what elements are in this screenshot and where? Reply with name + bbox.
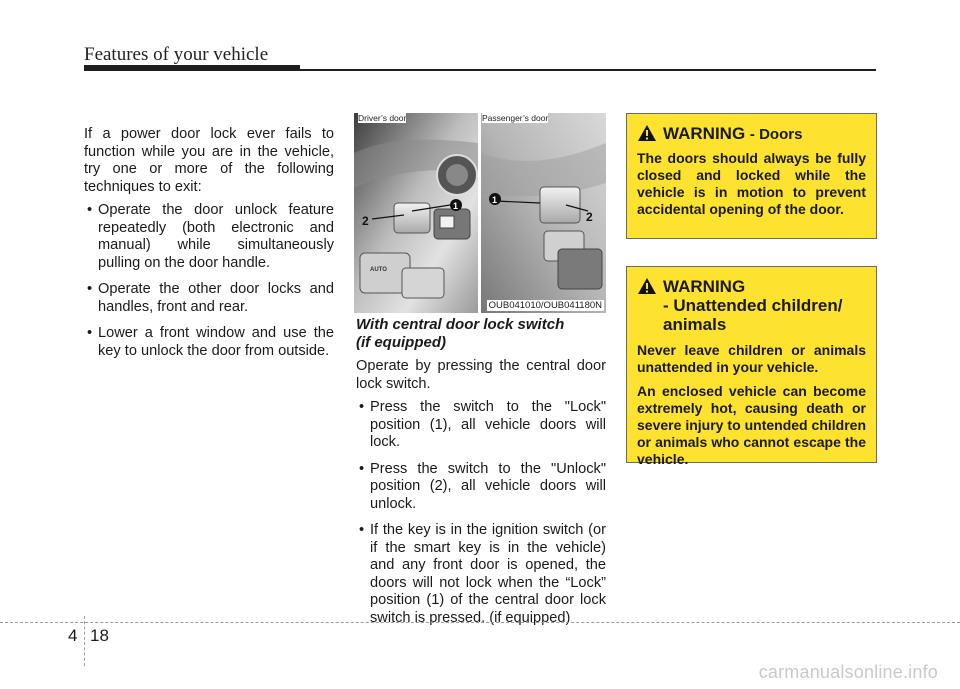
callout-label: 2 [586, 210, 593, 224]
passenger-lock-switch [540, 187, 580, 223]
column-left [84, 126, 334, 369]
warning-body: The doors should always be fully closed and locked while the vehicle is in motion to prevent accidental opening of the door. [637, 150, 866, 217]
door-switch-figure [354, 113, 606, 313]
central-lock-list [356, 399, 606, 627]
figure-image-id: OUB041010/OUB041180N [488, 300, 602, 311]
warning-header [637, 124, 866, 144]
auto-label: AUTO [370, 267, 387, 273]
list-item: • Press the switch to the "Lock" position (1), all vehicle doors will lock. [356, 399, 606, 452]
figure-caption-passengers-door: Passenger’s door [482, 113, 549, 123]
warning-body: An enclosed vehicle can become extremely hot, causing death or severe injury to untended children or animals who cannot escape the vehicle. [637, 383, 866, 467]
callout-label: 1 [453, 201, 459, 211]
exit-steps-list [84, 202, 334, 360]
header-rule-thin [300, 69, 876, 71]
subheading-line: With central door lock switch [356, 316, 565, 333]
warning-subtitle: - Doors [749, 126, 803, 143]
central-lock-switch [394, 203, 430, 233]
callout-label: 2 [362, 214, 369, 228]
footer-rule [0, 622, 960, 623]
window-switch-rear [402, 268, 444, 298]
subheading-line: (if equipped) [356, 334, 446, 351]
figure-caption-drivers-door: Driver’s door [358, 113, 407, 123]
list-item: • Operate the door unlock feature repeatedly (both electronic and manual) while simultaneously pulling on the door handle. [84, 202, 334, 272]
callout-label: 1 [492, 195, 498, 205]
watermark: carmanualsonline.info [758, 662, 938, 682]
warning-box-doors [626, 113, 877, 239]
list-item: • If the key is in the ignition switch (or if the smart key is in the vehicle) and any front door is opened, the doors will not lock when the “Lock” position (1) of the central door lock switch is pressed. (if equipped) [356, 522, 606, 627]
footer-separator [84, 616, 85, 666]
warning-body: Never leave children or animals unattended in your vehicle. [637, 342, 866, 375]
list-item: • Operate the other door locks and handles, front and rear. [84, 281, 334, 316]
section-subheading [356, 316, 606, 352]
warning-triangle-icon [637, 124, 657, 142]
warning-subtitle: - Unattended children/ animals [663, 296, 843, 334]
warning-header [637, 277, 866, 296]
intro-paragraph: If a power door lock ever fails to function while you are in the vehicle, try one or more of the following techniques to exit: [84, 126, 334, 195]
warning-box-unattended [626, 266, 877, 467]
warning-title: WARNING [663, 124, 746, 143]
page-number: 18 [90, 626, 109, 645]
central-lock-intro: Operate by pressing the central door lock switch. [356, 358, 606, 392]
window-icon [440, 216, 454, 228]
column-middle [356, 316, 606, 636]
warning-title: WARNING [663, 277, 746, 296]
page-header-title: Features of your vehicle [84, 44, 269, 65]
list-item: • Lower a front window and use the key to unlock the door from outside. [84, 325, 334, 360]
warning-triangle-icon [637, 277, 657, 295]
door-switch-illustration [354, 113, 606, 313]
chapter-number: 4 [68, 626, 78, 645]
list-item: • Press the switch to the "Unlock" position (2), all vehicle doors will unlock. [356, 461, 606, 514]
header-rule-thick [84, 65, 300, 71]
